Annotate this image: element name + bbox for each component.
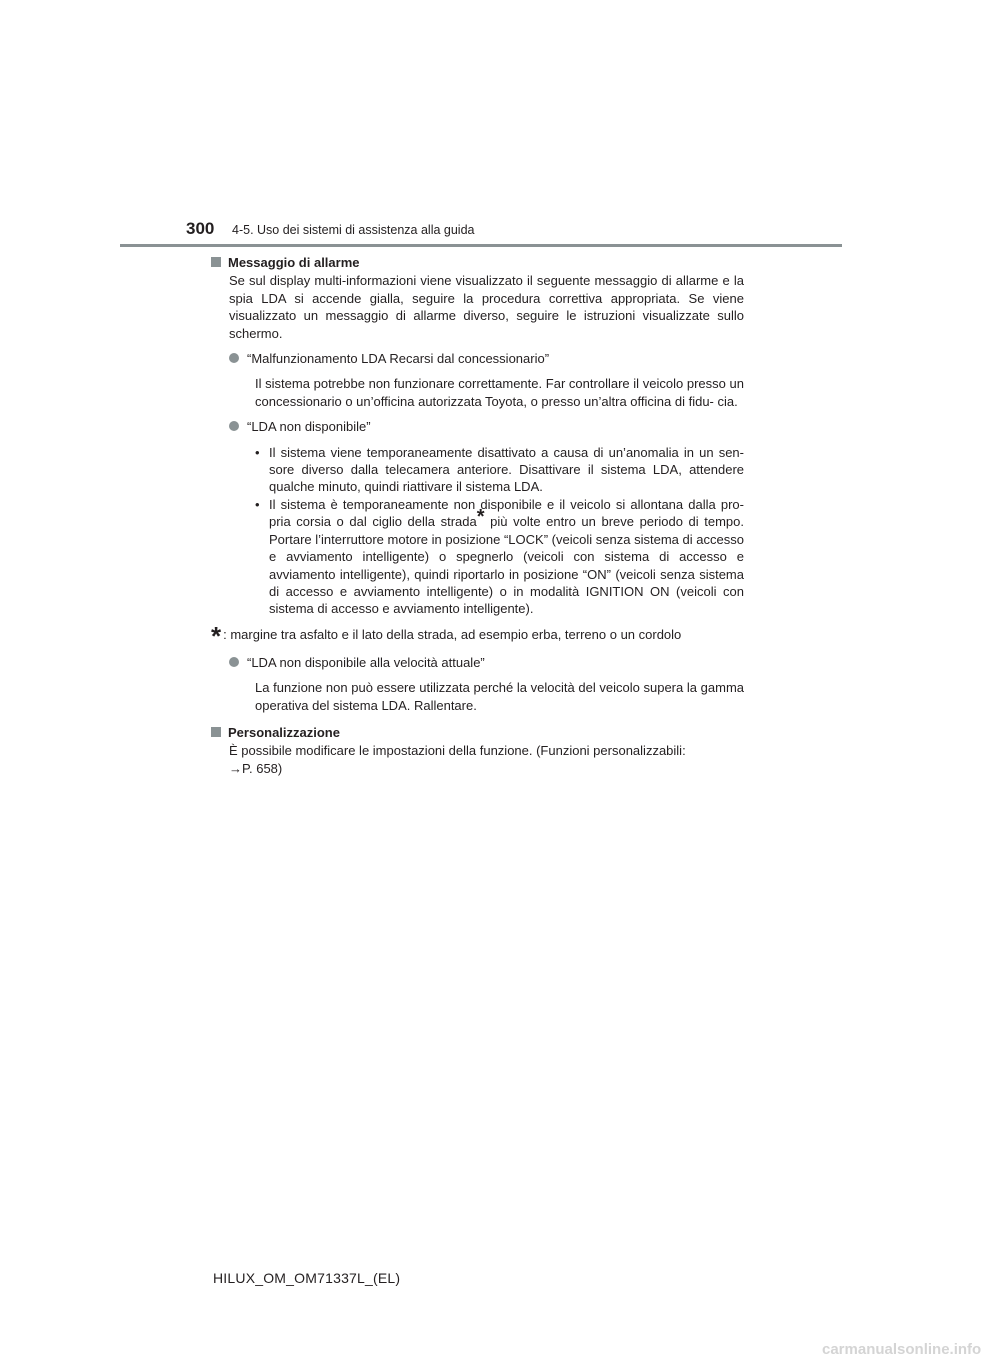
round-bullet-icon — [229, 421, 239, 431]
custom-text: È possibile modificare le impostazioni della funzione. (Funzioni personalizzabili: — [229, 743, 686, 759]
page-content — [211, 254, 744, 777]
alarm-item-3-title: “LDA non disponibile alla velocità attuale” — [247, 654, 485, 670]
round-bullet-icon — [229, 657, 239, 667]
custom-heading — [211, 724, 744, 741]
alarm-item-3-text: La funzione non può essere utilizzata perché la velocità del veicolo supera la gamma operativa del sistema LDA. Rallentare. — [255, 680, 744, 713]
alarm-item-1-text: Il sistema potrebbe non funzionare correttamente. Far controllare il veicolo presso un concessionario o un’officina autorizzata Toyota, o presso un’altra officina di fidu- cia. — [255, 376, 744, 409]
page-number: 300 — [186, 219, 215, 238]
section-title: 4-5. Uso dei sistemi di assistenza alla guida — [232, 223, 475, 237]
footnote — [211, 620, 744, 651]
round-bullet-icon — [229, 353, 239, 363]
footnote-text: : margine tra asfalto e il lato della strada, ad esempio erba, terreno o un cordolo — [223, 626, 682, 642]
square-bullet-icon — [211, 257, 221, 267]
alarm-item-2-points — [255, 444, 744, 618]
custom-heading-text: Personalizzazione — [228, 724, 340, 740]
document-code: HILUX_OM_OM71337L_(EL) — [213, 1270, 401, 1286]
footnote-marker: * — [476, 506, 485, 529]
alarm-item-2-point-2: Il sistema è temporaneamente non disponibile e il veicolo si allontana dalla pro- pria corsia o dal ciglio della strada* più volte entro un breve periodo di tempo. Portare l’interruttore motore in posizione “LOCK” (veicoli senza sistema di accesso e avviamento intelligente) o spegnerlo (veicoli con sistema di accesso e avviamento intelligente), quindi riportarlo in posizione “ON” (veicoli senza sistema di accesso e avviamento intelligente) o in modalità IGNITION ON (veicoli con sistema di accesso e avviamento intelligente). — [269, 496, 745, 617]
alarm-item-2 — [229, 418, 744, 435]
alarm-item-1 — [229, 350, 744, 367]
header-divider — [120, 244, 842, 247]
alarm-heading — [211, 254, 744, 271]
list-item: • Il sistema viene temporaneamente disattivato a causa di un’anomalia in un sen- sore diverso dalla telecamera anteriore. Disattivare il sistema LDA, attendere qualche minuto, quindi riattivare il sistema LDA. — [255, 444, 744, 495]
alarm-item-2-title: “LDA non disponibile” — [247, 419, 371, 435]
alarm-heading-text: Messaggio di allarme — [228, 255, 360, 270]
alarm-item-1-title: “Malfunzionamento LDA Recarsi dal concessionario” — [247, 351, 550, 367]
square-bullet-icon — [211, 727, 221, 737]
watermark: carmanualsonline.info — [822, 1341, 981, 1358]
alarm-item-3 — [229, 654, 744, 671]
footnote-star: * — [211, 620, 222, 651]
list-item: • Il sistema è temporaneamente non disponibile e il veicolo si allontana dalla pro- pria corsia o dal ciglio della strada* più volte entro un breve periodo di tempo. Portare l’interruttore motore in posizione “LOCK” (veicoli senza sistema di accesso e avviamento intelligente) o spegnerlo (veicoli con sistema di accesso e avviamento intelligente), quindi riportarlo in posizione “ON” (veicoli senza sistema di accesso e avviamento intelligente) o in modalità IGNITION ON (veicoli con sistema di accesso e avviamento intelligente). — [255, 496, 745, 617]
alarm-intro: Se sul display multi-informazioni viene visualizzato il seguente messaggio di allarme e la spia LDA si accende gialla, seguire la procedura correttiva appropriata. Se viene visualizzato un messaggio di allarme diverso, seguire le istruzioni visualizzate sullo schermo. — [229, 273, 744, 341]
custom-page-reference[interactable]: →P. 658) — [229, 760, 283, 776]
alarm-item-2-point-1: Il sistema viene temporaneamente disattivato a causa di un’anomalia in un sen- sore diverso dalla telecamera anteriore. Disattivare il sistema LDA, attendere qualche minuto, quindi riattivare il sistema LDA. — [269, 444, 744, 495]
